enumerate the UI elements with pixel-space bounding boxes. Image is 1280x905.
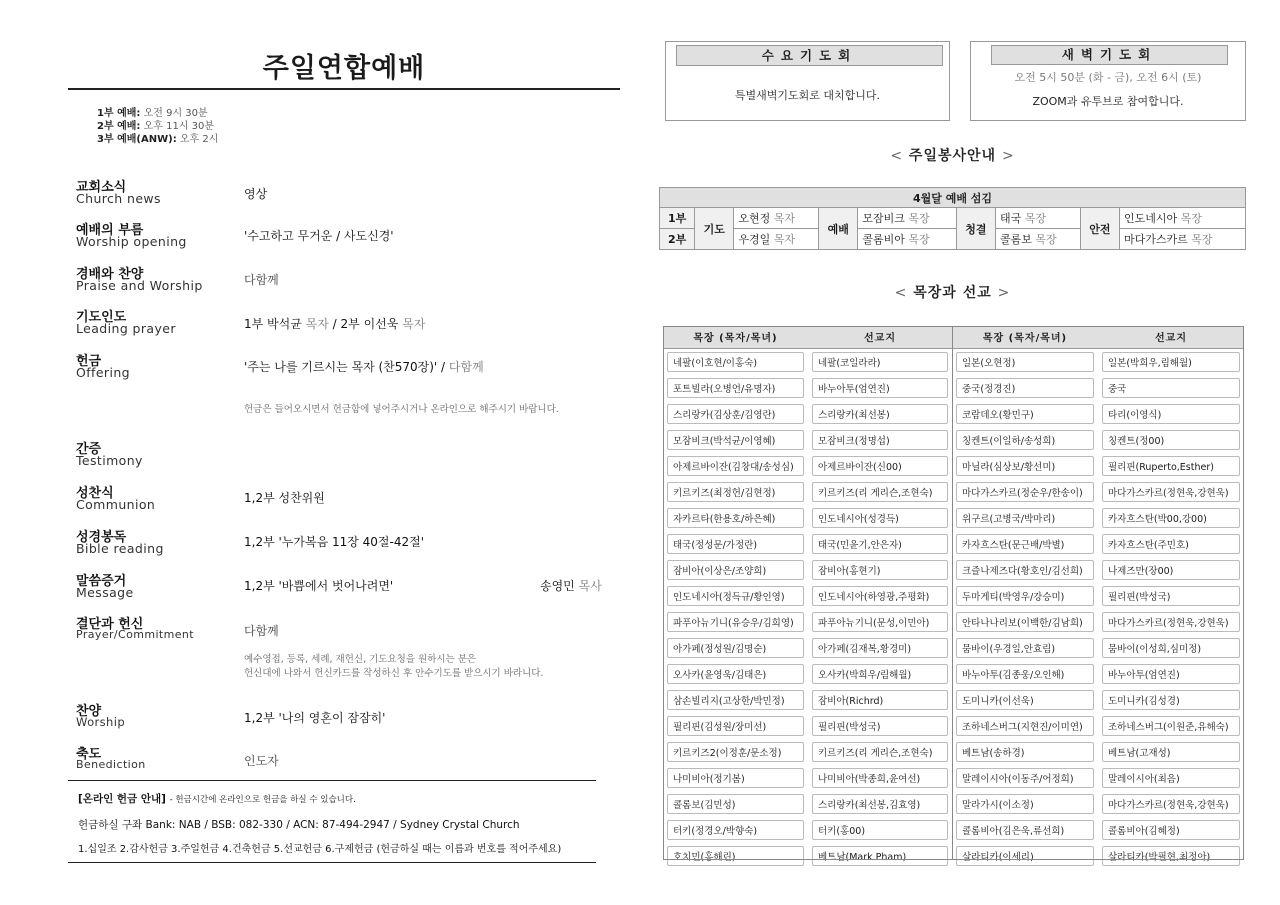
mission-group-cell [952,635,1098,661]
mission-cell-text: 인도네시아(성경득) [812,508,948,528]
mission-cell-text: 중국(정경진) [956,378,1094,398]
table-row [663,531,1244,557]
mission-group-cell [663,843,808,869]
order-benediction-ko: 축도 [76,747,102,762]
order-message-value: 1,2부 '바쁨에서 벗어나려면' [244,579,394,593]
mission-section-title: < 목장과 선교 > [894,285,1011,301]
mission-field-cell [808,401,952,427]
mission-group-cell [952,843,1098,869]
mission-field-cell [808,817,952,843]
mission-group-cell [952,687,1098,713]
mission-field-cell [808,557,952,583]
order-praise-en: Praise and Worship [76,278,203,293]
duty-clean-1: 태국 목장 [995,208,1080,229]
mission-field-cell [1098,583,1244,609]
mission-group-cell [952,348,1098,375]
mission-table [663,326,1244,869]
mission-field-cell [1098,661,1244,687]
mission-cell-text: 키르키즈(리 게리슨,조현숙) [812,742,948,762]
order-prayer-value: 1부 박석균 목자 / 2부 이선욱 목자 [244,317,426,331]
wednesday-prayer-text: 특별새벽기도회로 대치합니다. [734,89,881,102]
order-benediction-en: Benediction [76,758,146,771]
table-row [663,557,1244,583]
mission-field-cell [808,661,952,687]
mission-cell-text: 마다가스카르(정현욱,강현욱) [1102,482,1240,502]
order-testimony-ko: 간증 [76,442,102,457]
mission-cell-text: 오사카(윤영욱/김태은) [667,664,804,684]
mission-group-cell [663,635,808,661]
mission-cell-text: 뭄바이(우경일,안효림) [956,638,1094,658]
service-time-2: 2부 예배: 오후 11시 30분 [97,121,215,132]
table-row [663,505,1244,531]
service-time-1: 1부 예배: 오전 9시 30분 [97,108,208,119]
order-communion-ko: 성찬식 [76,486,114,501]
mission-field-cell [1098,505,1244,531]
mission-field-cell [1098,817,1244,843]
table-row [663,791,1244,817]
mission-cell-text: 태국(민윤기,안은자) [812,534,948,554]
mission-field-cell [1098,453,1244,479]
order-commitment-value: 다함께 [244,624,279,638]
mission-header-group: 목장 (목자/목녀) [663,326,808,348]
mission-cell-text: 모잠비크(박석균/이영혜) [667,430,804,450]
mission-group-cell [952,427,1098,453]
mission-cell-text: 키르키즈(최정헌/김현정) [667,482,804,502]
mission-cell-text: 두마게티(박영우/강승미) [956,586,1094,606]
order-worship-opening-value: '수고하고 무거운 / 사도신경' [244,229,394,243]
mission-group-cell [952,713,1098,739]
mission-cell-text: 태국(정성문/가정란) [667,534,804,554]
mission-cell-text: 필리핀(Ruperto,Esther) [1102,456,1240,476]
mission-field-cell [1098,687,1244,713]
mission-cell-text: 크즐나제즈다(황호인/김선희) [956,560,1094,580]
mission-cell-text: 잠비아(홍현기) [812,560,948,580]
duty-label-safety: 안전 [1080,208,1119,250]
order-worship-song-en: Worship [76,715,126,729]
mission-cell-text: 오사카(박희우/림해월) [812,664,948,684]
duty-clean-2: 콜롬보 목장 [995,229,1080,250]
order-message-en: Message [76,585,134,600]
order-church-news-value: 영상 [244,187,268,201]
mission-group-cell [952,557,1098,583]
mission-field-cell [1098,531,1244,557]
mission-group-cell [663,348,808,375]
mission-cell-text: 베트남(송하경) [956,742,1094,762]
mission-cell-text: 파푸아뉴기니(유승우/김희영) [667,612,804,632]
mission-cell-text: 뭄바이(이성희,심미정) [1102,638,1240,658]
mission-field-cell [1098,843,1244,869]
mission-cell-text: 베트남(고재성) [1102,742,1240,762]
duty-label-clean: 청결 [956,208,995,250]
offering-types: 1.십일조 2.감사헌금 3.주일헌금 4.건축헌금 5.선교헌금 6.구제헌금 (헌금하실 때는 이름과 번호를 적어주세요) [78,844,562,855]
mission-cell-text: 칭켄트(이일하/송성희) [956,430,1094,450]
mission-group-cell [952,375,1098,401]
order-worship-song-value: 1,2부 '나의 영혼이 잠잠히' [244,711,386,725]
mission-group-cell [952,739,1098,765]
mission-group-cell [663,713,808,739]
duty-section-title: < 주일봉사안내 > [890,148,1015,164]
dawn-prayer-text: ZOOM과 유투브로 참여합니다. [1032,95,1184,108]
dawn-prayer-title: 새벽기도회 [991,45,1228,65]
mission-group-cell [952,609,1098,635]
order-message-ko: 말씀증거 [76,574,127,589]
table-row [663,583,1244,609]
duty-prayer-1: 오현정 목자 [734,208,819,229]
order-bible-reading-value: 1,2부 '누가복음 11장 40절-42절' [244,535,425,549]
mission-cell-text: 바누아투(김종웅/오인해) [956,664,1094,684]
mission-field-cell [808,635,952,661]
online-offering-title: [온라인 헌금 안내] - 헌금시간에 온라인으로 헌금을 하실 수 있습니다. [78,793,356,805]
mission-field-cell [808,713,952,739]
mission-cell-text: 콜롬보(김민성) [667,794,804,814]
mission-group-cell [952,661,1098,687]
table-row [663,609,1244,635]
mission-cell-text: 필리핀(김성원/장미선) [667,716,804,736]
duty-table-title: 4월달 예배 섬김 [660,188,1246,208]
mission-cell-text: 말레이시아(최음) [1102,768,1240,788]
wednesday-prayer-title: 수요기도회 [676,45,943,66]
title-divider [68,88,620,90]
mission-cell-text: 스리랑카(김상훈/김영란) [667,404,804,424]
duty-service-label: 1부 [660,208,695,229]
order-testimony-en: Testimony [76,453,143,468]
mission-group-cell [663,687,808,713]
table-row [663,401,1244,427]
mission-cell-text: 호치민(홍해린) [667,846,804,866]
page-title: 주일연합예배 [262,53,426,84]
mission-cell-text: 카자흐스탄(박00,강00) [1102,508,1240,528]
order-worship-opening-en: Worship opening [76,234,187,249]
mission-group-cell [663,791,808,817]
duty-worship-2: 콜롬비아 목장 [858,229,957,250]
mission-cell-text: 위구르(고병국/박마리) [956,508,1094,528]
mission-cell-text: 아제르바이잔(신00) [812,456,948,476]
mission-group-cell [952,505,1098,531]
mission-group-cell [663,661,808,687]
table-row [660,229,1246,250]
mission-cell-text: 나제즈만(장00) [1102,560,1240,580]
mission-cell-text: 나미비아(정기봄) [667,768,804,788]
mission-cell-text: 자카르타(한용호/하은혜) [667,508,804,528]
mission-header-group: 목장 (목자/목녀) [952,326,1098,348]
duty-prayer-2: 우경일 목자 [734,229,819,250]
mission-header-row [663,326,1244,348]
mission-cell-text: 코람데오(황민구) [956,404,1094,424]
order-offering-en: Offering [76,365,130,380]
mission-cell-text: 칭켄트(정00) [1102,430,1240,450]
mission-header-field: 선교지 [1098,326,1244,348]
mission-field-cell [1098,427,1244,453]
mission-group-cell [663,817,808,843]
duty-worship-1: 모잠비크 목장 [858,208,957,229]
dawn-prayer-time: 오전 5시 50분 (화 - 금), 오전 6시 (토) [1014,71,1202,84]
mission-cell-text: 마다가스카르(정순우/한송이) [956,482,1094,502]
order-communion-en: Communion [76,497,156,512]
mission-header-field: 선교지 [808,326,952,348]
mission-cell-text: 살라티카(박필현,최정아) [1102,846,1240,866]
mission-cell-text: 일본(박희우,림해월) [1102,352,1240,372]
mission-cell-text: 베트남(Mark Pham) [812,846,948,866]
mission-cell-text: 네팔(이호현/이홍숙) [667,352,804,372]
duty-label-worship: 예배 [819,208,858,250]
mission-group-cell [663,427,808,453]
table-row [663,687,1244,713]
mission-group-cell [952,479,1098,505]
mission-group-cell [952,765,1098,791]
mission-group-cell [663,531,808,557]
mission-field-cell [1098,479,1244,505]
mission-cell-text: 네팔(코일라라) [812,352,948,372]
mission-group-cell [663,583,808,609]
mission-field-cell [1098,791,1244,817]
mission-group-cell [952,791,1098,817]
order-benediction-value: 인도자 [244,754,279,768]
mission-cell-text: 잠비아(Richrd) [812,690,948,710]
mission-cell-text: 아가페(정성원/김명순) [667,638,804,658]
mission-cell-text: 일본(오현정) [956,352,1094,372]
order-communion-value: 1,2부 성찬위원 [244,491,325,505]
mission-field-cell [808,609,952,635]
mission-cell-text: 카자흐스탄(주민호) [1102,534,1240,554]
mission-field-cell [808,765,952,791]
mission-cell-text: 파푸아뉴기니(문성,이민아) [812,612,948,632]
mission-cell-text: 조하네스버그(지현진/이미연) [956,716,1094,736]
preacher: 송영민 목사 [540,579,602,593]
order-prayer-en: Leading prayer [76,321,176,336]
mission-cell-text: 터키(정경오/박향숙) [667,820,804,840]
table-row [663,817,1244,843]
mission-field-cell [1098,765,1244,791]
mission-field-cell [1098,739,1244,765]
mission-cell-text: 모잠비크(정명섭) [812,430,948,450]
mission-group-cell [952,453,1098,479]
order-praise-value: 다함께 [244,273,279,287]
mission-field-cell [1098,713,1244,739]
mission-group-cell [952,817,1098,843]
mission-field-cell [1098,401,1244,427]
mission-cell-text: 터키(홍00) [812,820,948,840]
mission-cell-text: 나미비아(박종희,윤여선) [812,768,948,788]
order-church-news-en: Church news [76,191,161,206]
mission-field-cell [808,687,952,713]
duty-safety-2: 마다가스카르 목장 [1119,229,1245,250]
mission-cell-text: 아가페(김재복,황경미) [812,638,948,658]
mission-field-cell [808,427,952,453]
order-church-news-ko: 교회소식 [76,180,127,195]
mission-group-cell [663,375,808,401]
mission-field-cell [1098,557,1244,583]
mission-cell-text: 말레이시아(이동주/어정희) [956,768,1094,788]
mission-cell-text: 말라가시(이소정) [956,794,1094,814]
mission-group-cell [952,583,1098,609]
offering-note: 헌금은 들어오시면서 헌금함에 넣어주시거나 온라인으로 해주시기 바랍니다. [244,404,559,415]
mission-cell-text: 삼손빌리지(고상한/박민정) [667,690,804,710]
offering-divider-bottom [68,862,596,863]
table-row [663,348,1244,375]
mission-cell-text: 바누아투(엄연진) [812,378,948,398]
mission-cell-text: 스리랑카(최선봉,김효영) [812,794,948,814]
mission-cell-text: 마닐라(심상보/황선미) [956,456,1094,476]
mission-cell-text: 콜롬비아(김은욱,류선희) [956,820,1094,840]
mission-field-cell [808,739,952,765]
mission-field-cell [808,531,952,557]
duty-table [659,187,1246,250]
order-commitment-en: Prayer/Commitment [76,628,194,641]
mission-cell-text: 조하네스버그(이원준,유해숙) [1102,716,1240,736]
order-worship-opening-ko: 예배의 부름 [76,223,144,238]
mission-cell-text: 스리랑카(최선봉) [812,404,948,424]
commitment-note-1: 예수영접, 등록, 세례, 재헌신, 기도요청을 원하시는 분은 [244,654,477,665]
order-worship-song-ko: 찬양 [76,704,102,719]
mission-field-cell [1098,348,1244,375]
mission-cell-text: 안타나나리보(이백한/김남희) [956,612,1094,632]
mission-field-cell [808,479,952,505]
table-row [663,661,1244,687]
mission-cell-text: 타리(이영식) [1102,404,1240,424]
mission-field-cell [1098,635,1244,661]
order-bible-reading-en: Bible reading [76,541,164,556]
mission-cell-text: 카자흐스탄(문근배/박별) [956,534,1094,554]
duty-safety-1: 인도네시아 목장 [1119,208,1245,229]
mission-field-cell [808,348,952,375]
order-praise-ko: 경배와 찬양 [76,267,144,282]
mission-cell-text: 잠비아(이상은/조양희) [667,560,804,580]
table-row [663,635,1244,661]
mission-cell-text: 콜롬비아(김혜정) [1102,820,1240,840]
order-prayer-ko: 기도인도 [76,310,127,325]
mission-cell-text: 필리핀(박성국) [812,716,948,736]
mission-cell-text: 키르키즈(리 게리슨,조현숙) [812,482,948,502]
mission-field-cell [808,791,952,817]
mission-group-cell [952,401,1098,427]
order-offering-ko: 헌금 [76,354,102,369]
mission-group-cell [663,765,808,791]
mission-group-cell [663,505,808,531]
mission-field-cell [1098,375,1244,401]
mission-group-cell [663,557,808,583]
mission-field-cell [808,843,952,869]
table-row [663,765,1244,791]
mission-cell-text: 아제르바이잔(김창대/송성심) [667,456,804,476]
mission-cell-text: 포트빌라(오병언/유명자) [667,378,804,398]
mission-field-cell [808,583,952,609]
mission-group-cell [663,401,808,427]
mission-field-cell [1098,609,1244,635]
order-commitment-ko: 결단과 헌신 [76,617,144,632]
table-row [663,453,1244,479]
mission-cell-text: 도미니카(이선욱) [956,690,1094,710]
offering-account: 헌금하실 구좌 Bank: NAB / BSB: 082-330 / ACN: 87-494-2947 / Sydney Crystal Church [78,819,520,831]
mission-cell-text: 바누아투(엄연진) [1102,664,1240,684]
mission-group-cell [952,531,1098,557]
table-row [663,479,1244,505]
mission-table-body [663,348,1244,869]
table-row [660,208,1246,229]
mission-group-cell [663,453,808,479]
mission-cell-text: 살라티카(이세리) [956,846,1094,866]
table-row [663,739,1244,765]
mission-cell-text: 도미니카(김성경) [1102,690,1240,710]
duty-service-label: 2부 [660,229,695,250]
offering-divider-top [68,780,596,781]
service-time-3: 3부 예배(ANW): 오후 2시 [97,134,219,145]
mission-field-cell [808,505,952,531]
table-row [663,375,1244,401]
mission-field-cell [808,375,952,401]
mission-cell-text: 마다가스카르(정현욱,강현욱) [1102,794,1240,814]
mission-cell-text: 중국 [1102,378,1240,398]
duty-label-prayer: 기도 [695,208,734,250]
table-row [663,427,1244,453]
mission-cell-text: 키르키즈2(이정훈/문소정) [667,742,804,762]
mission-cell-text: 필리핀(박성국) [1102,586,1240,606]
mission-cell-text: 마다가스카르(정현욱,강현욱) [1102,612,1240,632]
mission-group-cell [663,479,808,505]
mission-group-cell [663,609,808,635]
commitment-note-2: 헌신대에 나와서 헌신카드를 작성하신 후 안수기도를 받으시기 바라니다. [244,668,544,679]
table-row [663,713,1244,739]
order-offering-value: '주는 나를 기르시는 목자 (찬570장)' / 다함께 [244,360,484,374]
mission-cell-text: 인도네시아(하영광,주평화) [812,586,948,606]
mission-field-cell [808,453,952,479]
table-row [663,843,1244,869]
mission-group-cell [663,739,808,765]
order-bible-reading-ko: 성경봉독 [76,530,127,545]
mission-cell-text: 인도네시아(정득규/황인영) [667,586,804,606]
